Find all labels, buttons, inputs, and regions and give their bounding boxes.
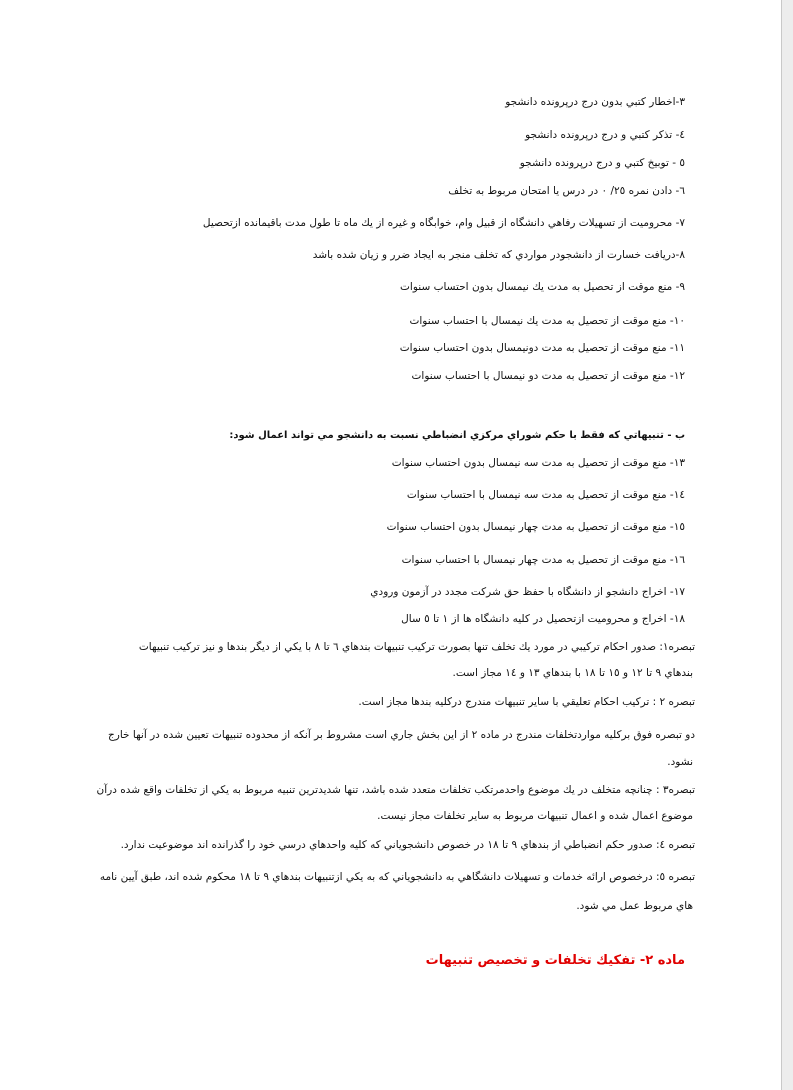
penalty-item-15: ۱٥- منع موقت از تحصيل به مدت چهار نيمسال بدون احتساب سنوات	[386, 521, 685, 533]
paragraph-line-2: نشود.	[667, 756, 693, 768]
penalty-item-17: ۱۷- اخراج دانشجو از دانشگاه با حفظ حق شركت مجدد در آزمون ورودي	[370, 586, 685, 598]
penalty-item-4: ٤- تذكر كتبي و درج درپرونده دانشجو	[525, 129, 685, 141]
note-4: تبصره ٤: صدور حكم انضباطي از بندهاي ۹ تا ۱۸ در خصوص دانشجوياني كه كليه واحدهاي درسي خود را گذرانده اند موضوعيت ندارد.	[120, 839, 695, 851]
note-3-line-2: موضوع اعمال شده و اعمال تنبيهات مربوط به ساير تخلفات مجاز نيست.	[377, 810, 693, 822]
penalty-item-12: ۱۲- منع موقت از تحصيل به مدت دو نيمسال با احتساب سنوات	[411, 370, 685, 382]
penalty-item-8: ۸-دريافت خسارت از دانشجودر مواردي كه تخلف منجر به ايجاد ضرر و زيان شده باشد	[312, 249, 685, 261]
penalty-item-16: ۱٦- منع موقت از تحصيل به مدت چهار نيمسال با احتساب سنوات	[401, 554, 685, 566]
note-2: تبصره ۲ : تركيب احكام تعليقي با ساير تنبيهات مندرج دركليه بندها مجاز است.	[358, 696, 695, 708]
note-3-line-1: تبصره۳ : چنانچه متخلف در يك موضوع واحدمرتكب تخلفات متعدد شده باشد، تنها شديدترين تنبيه مربوط به يكي از تخلفات واقع شده درآن	[96, 784, 695, 796]
penalty-item-9: ۹- منع موقت از تحصيل به مدت يك نيمسال بدون احتساب سنوات	[400, 281, 685, 293]
penalty-item-6: ٦- دادن نمره ۲٥/ ۰ در درس يا امتحان مربوط به تخلف	[448, 185, 685, 197]
penalty-item-10: ۱۰- منع موقت از تحصيل به مدت يك نيمسال با احتساب سنوات	[409, 315, 685, 327]
penalty-item-14: ۱٤- منع موقت از تحصيل به مدت سه نيمسال با احتساب سنوات	[406, 489, 685, 501]
note-5-line-1: تبصره ٥: درخصوص ارائه خدمات و تسهيلات دانشگاهي به دانشجوياني كه به يكي ازتنبيهات بندهاي ۹ تا ۱۸ محكوم شده اند، طبق آيين نامه	[99, 871, 695, 883]
penalty-item-5: ٥ - توبيخ كتبي و درج درپرونده دانشجو	[519, 157, 685, 169]
paragraph-line-1: دو تبصره فوق بركليه مواردتخلفات مندرج در ماده ۲ از اين بخش جاري است مشروط بر آنكه از محدوده تنبيهات تعيين شده در آنها خارج	[108, 729, 695, 741]
penalty-item-18: ۱۸- اخراج و محروميت ازتحصيل در كليه دانشگاه ها از ۱ تا ٥ سال	[401, 613, 685, 625]
penalty-item-13: ۱۳- منع موقت از تحصيل به مدت سه نيمسال بدون احتساب سنوات	[391, 457, 685, 469]
note-1-line-2: بندهاي ۹ تا ۱۲ و ۱٥ تا ۱۸ با بندهاي ۱۳ و ۱٤ مجاز است.	[452, 667, 693, 679]
page-edge	[781, 0, 793, 1090]
penalty-item-3: ۳-اخطار كتبي بدون درج درپرونده دانشجو	[505, 96, 685, 108]
penalty-item-11: ۱۱- منع موقت از تحصيل به مدت دونيمسال بدون احتساب سنوات	[399, 342, 685, 354]
note-5-line-2: هاي مربوط عمل مي شود.	[576, 900, 693, 912]
note-1-line-1: تبصره۱: صدور احكام تركيبي در مورد يك تخلف تنها بصورت تركيب تنبيهات بندهاي ٦ تا ۸ با يكي از ديگر بندها و نيز تركيب تنبيهات	[138, 641, 695, 653]
penalty-item-7: ۷- محروميت از تسهيلات رفاهي دانشگاه از قبيل وام، خوابگاه و غيره از يك ماه تا طول مدت باقيمانده ازتحصيل	[202, 217, 685, 229]
section-b-heading: ب - تنبيهاتي كه فقط با حكم شوراي مركزي انضباطي نسبت به دانشجو مي تواند اعمال شود:	[229, 430, 685, 441]
article-2-heading: ماده ۲- تفكيك تخلفات و تخصيص تنبيهات	[425, 953, 685, 968]
